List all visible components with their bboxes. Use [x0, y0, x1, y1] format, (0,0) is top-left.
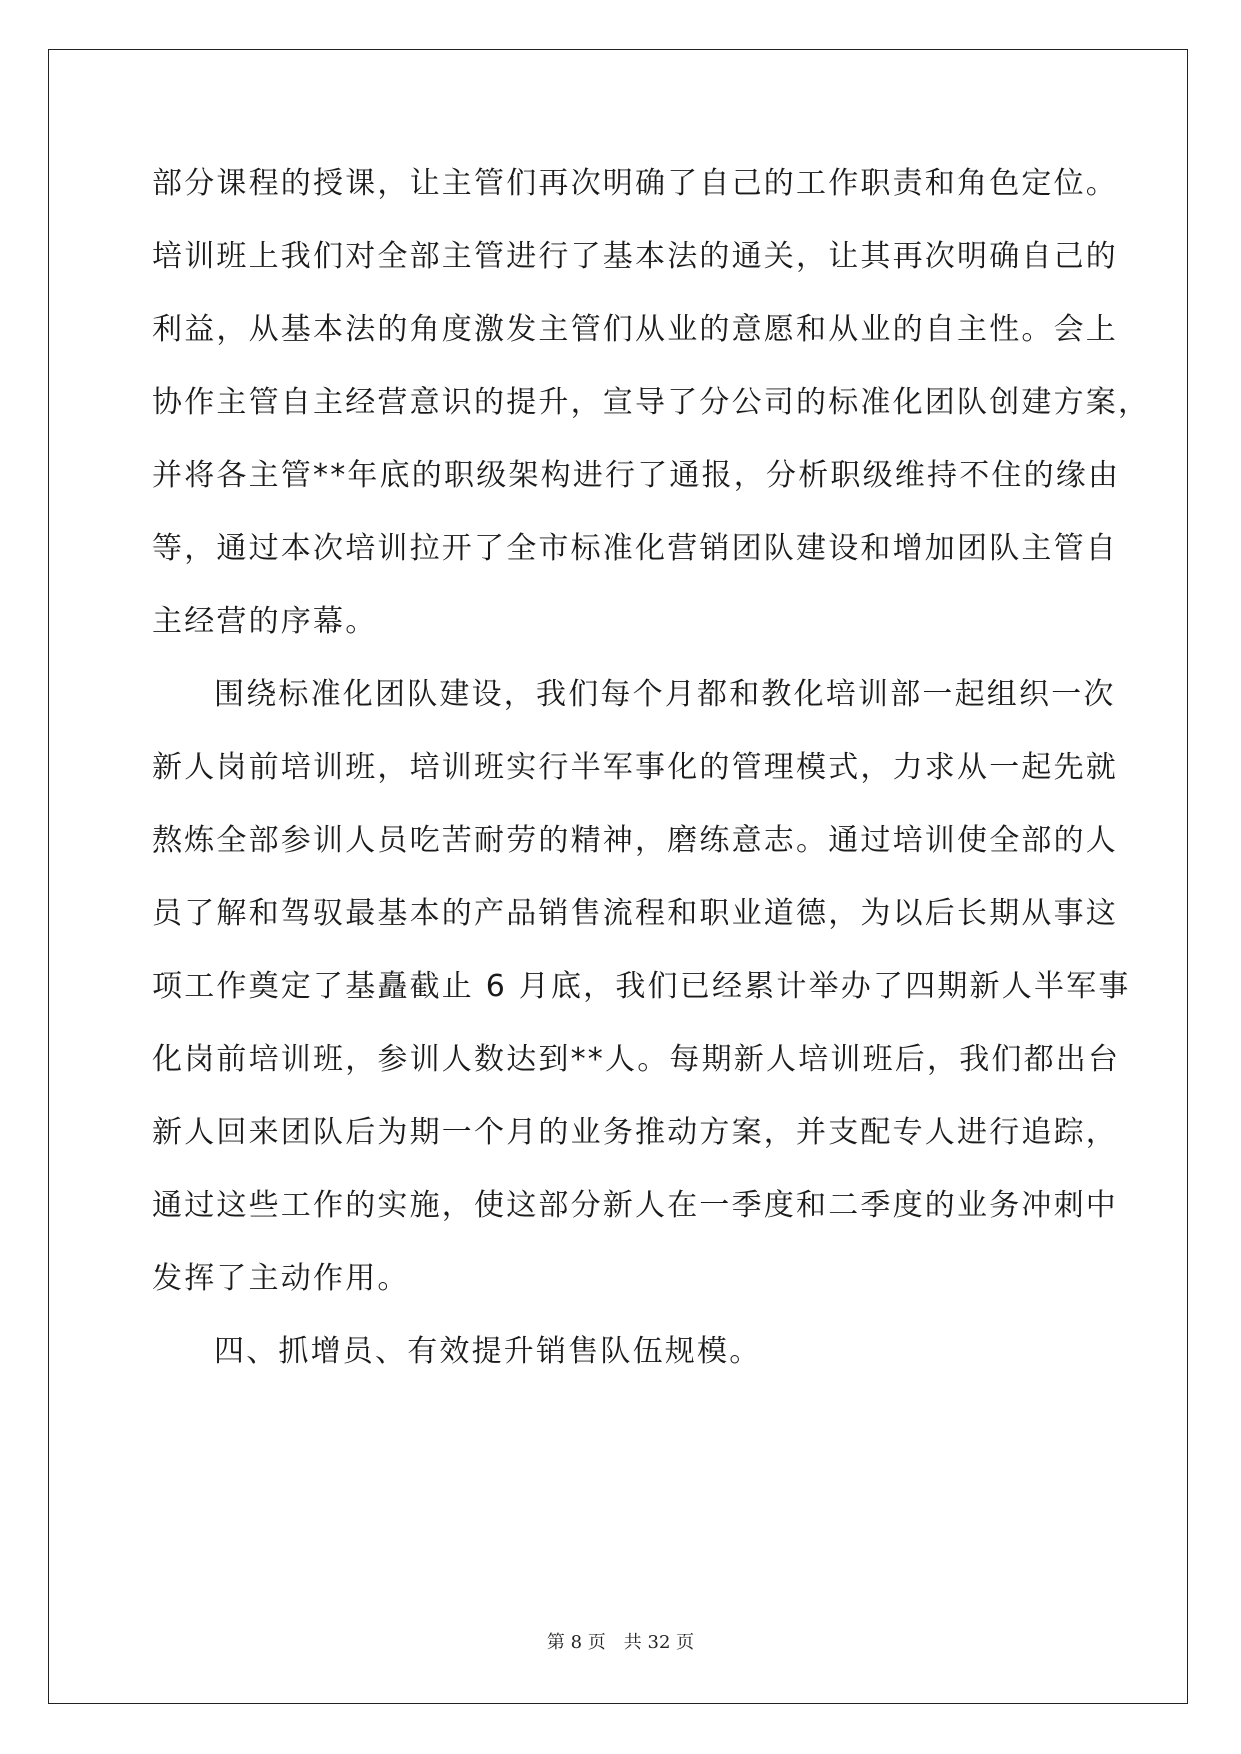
text-line: 协作主管自主经营意识的提升，宣导了分公司的标准化团队创建方案， [152, 385, 1151, 420]
section-heading: 四、抓增员、有效提升销售队伍规模。 [214, 1334, 762, 1369]
text-line: 等，通过本次培训拉开了全市标准化营销团队建设和增加团队主管自 [152, 531, 1118, 566]
text-line: 熬炼全部参训人员吃苦耐劳的精神，磨练意志。通过培训使全部的人 [152, 823, 1118, 858]
text-line: 并将各主管**年底的职级架构进行了通报，分析职级维持不住的缘由 [152, 458, 1121, 493]
text-line: 培训班上我们对全部主管进行了基本法的通关，让其再次明确自己的 [152, 239, 1118, 274]
paragraph-start-line: 围绕标准化团队建设，我们每个月都和教化培训部一起组织一次 [214, 677, 1116, 712]
text-line: 新人岗前培训班，培训班实行半军事化的管理模式，力求从一起先就 [152, 750, 1118, 785]
page-total: 共 32 页 [623, 1632, 695, 1653]
text-line: 化岗前培训班，参训人数达到**人。每期新人培训班后，我们都出台 [152, 1042, 1121, 1077]
text-line: 员了解和驾驭最基本的产品销售流程和职业道德，为以后长期从事这 [152, 896, 1118, 931]
text-line: 项工作奠定了基矗截止 6 月底，我们已经累计举办了四期新人半军事 [152, 969, 1131, 1004]
text-line: 主经营的序幕。 [152, 604, 378, 639]
page-number: 第 8 页 [546, 1632, 606, 1653]
page-footer [0, 1628, 1241, 1654]
text-line: 利益，从基本法的角度激发主管们从业的意愿和从业的自主性。会上 [152, 312, 1118, 347]
text-line: 通过这些工作的实施，使这部分新人在一季度和二季度的业务冲刺中 [152, 1188, 1118, 1223]
document-body [152, 147, 1151, 1388]
text-line: 发挥了主动作用。 [152, 1261, 410, 1296]
text-line: 部分课程的授课，让主管们再次明确了自己的工作职责和角色定位。 [152, 166, 1118, 201]
text-line: 新人回来团队后为期一个月的业务推动方案，并支配专人进行追踪， [152, 1115, 1118, 1150]
